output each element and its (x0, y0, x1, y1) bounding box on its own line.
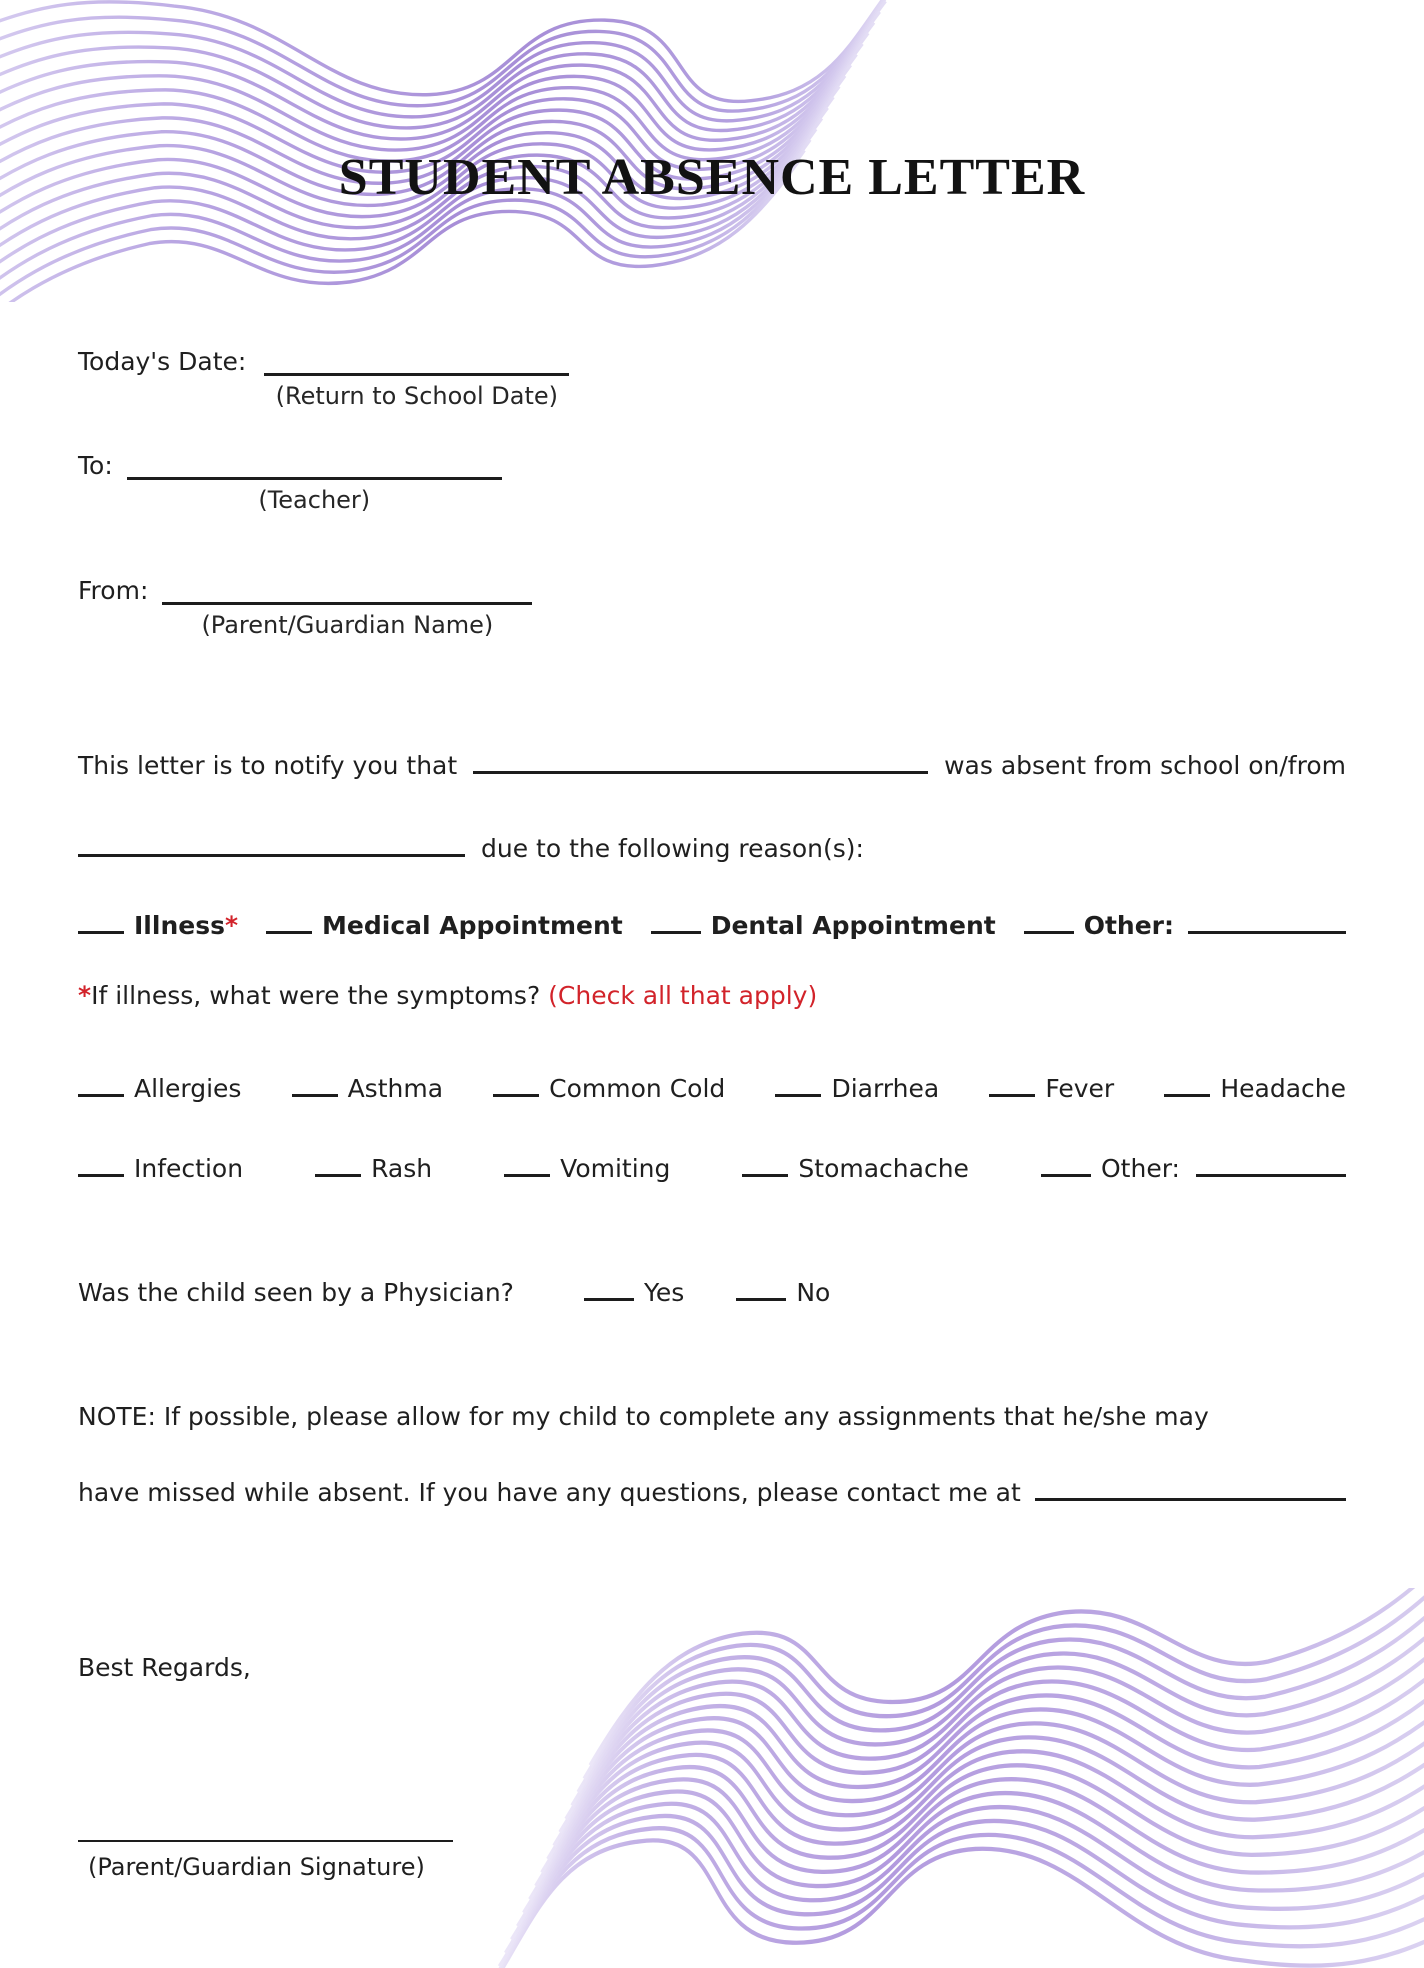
checkbox-line-common-cold[interactable] (493, 1076, 539, 1097)
todays-date-blank[interactable] (264, 345, 569, 376)
physician-row (78, 1276, 1346, 1310)
intro-line-1 (78, 749, 1346, 783)
checkbox-line-yes[interactable] (584, 1280, 634, 1301)
symptom-prompt-question: If illness, what were the symptoms? (91, 981, 549, 1010)
symptom-fever-label: Fever (1045, 1074, 1115, 1103)
checkbox-line-no[interactable] (736, 1280, 786, 1301)
intro-reason-text: due to the following reason(s): (481, 834, 864, 863)
checkbox-line-reason-other[interactable] (1024, 913, 1074, 934)
reason-other-label: Other: (1083, 911, 1174, 940)
regards-text: Best Regards, (78, 1653, 251, 1682)
note-text-1: NOTE: If possible, please allow for my child to complete any assignments that he/she may (78, 1402, 1209, 1431)
field-row-todays-date (78, 345, 1346, 411)
physician-no-label: No (796, 1278, 831, 1307)
checkbox-line-infection[interactable] (78, 1156, 124, 1177)
symptom-stomachache-label: Stomachache (798, 1154, 969, 1183)
checkbox-line-asthma[interactable] (292, 1076, 338, 1097)
absence-date-blank[interactable] (78, 854, 465, 857)
to-label: To: (78, 451, 113, 480)
symptom-prompt-line (78, 979, 1346, 1013)
checkbox-line-symptom-other[interactable] (1041, 1156, 1091, 1177)
checkbox-line-stomachache[interactable] (742, 1156, 788, 1177)
to-caption: (Teacher) (258, 486, 371, 514)
checkbox-line-diarrhea[interactable] (775, 1076, 821, 1097)
symptom-prompt-instruction: (Check all that apply) (548, 981, 818, 1010)
reason-illness-label: Illness (134, 911, 225, 940)
signature-caption: (Parent/Guardian Signature) (88, 1853, 425, 1881)
note-text-2: have missed while absent. If you have any questions, please contact me at (78, 1478, 1021, 1507)
symptom-vomiting-label: Vomiting (560, 1154, 671, 1183)
intro-text-before: This letter is to notify you that (78, 751, 458, 780)
student-name-blank[interactable] (473, 771, 928, 774)
symptom-prompt-asterisk: * (78, 981, 92, 1010)
symptom-rash-label: Rash (371, 1154, 433, 1183)
symptom-common-cold-label: Common Cold (549, 1074, 726, 1103)
physician-yes-label: Yes (643, 1278, 685, 1307)
from-label: From: (78, 576, 149, 605)
physician-question: Was the child seen by a Physician? (78, 1278, 514, 1307)
closing-regards (78, 1651, 1346, 1685)
checkbox-line-illness[interactable] (78, 913, 124, 934)
signature-blank[interactable] (78, 1800, 453, 1842)
intro-line-2 (78, 832, 1346, 866)
wave-decoration-bottom (479, 1588, 1424, 1968)
symptoms-row-2 (78, 1152, 1346, 1186)
symptom-other-label: Other: (1101, 1154, 1180, 1183)
illness-asterisk: * (224, 911, 239, 940)
note-line-1 (78, 1400, 1346, 1434)
to-blank[interactable] (127, 449, 502, 480)
note-line-2 (78, 1476, 1346, 1510)
checkbox-line-vomiting[interactable] (504, 1156, 550, 1177)
checkbox-line-rash[interactable] (315, 1156, 361, 1177)
checkbox-line-fever[interactable] (989, 1076, 1035, 1097)
page-title: STUDENT ABSENCE LETTER (338, 149, 1086, 206)
todays-date-label: Today's Date: (78, 347, 247, 376)
todays-date-caption: (Return to School Date) (275, 382, 559, 410)
checkbox-line-medical[interactable] (266, 913, 312, 934)
intro-text-after: was absent from school on/from (944, 751, 1346, 780)
field-row-to (78, 449, 1346, 515)
symptom-other-blank[interactable] (1196, 1174, 1346, 1177)
symptom-diarrhea-label: Diarrhea (831, 1074, 940, 1103)
checkbox-line-headache[interactable] (1164, 1076, 1210, 1097)
reason-other-blank[interactable] (1188, 931, 1346, 934)
symptom-asthma-label: Asthma (347, 1074, 444, 1103)
field-row-from (78, 574, 1346, 640)
reason-dental-label: Dental Appointment (710, 911, 996, 940)
checkbox-line-dental[interactable] (651, 913, 701, 934)
checkbox-line-allergies[interactable] (78, 1076, 124, 1097)
symptom-allergies-label: Allergies (134, 1074, 242, 1103)
reason-medical-label: Medical Appointment (322, 911, 623, 940)
symptom-headache-label: Headache (1220, 1074, 1346, 1103)
from-caption: (Parent/Guardian Name) (201, 611, 494, 639)
reasons-row (78, 909, 1346, 943)
symptoms-row-1 (78, 1072, 1346, 1106)
signature-block (78, 1800, 1346, 1884)
symptom-infection-label: Infection (134, 1154, 244, 1183)
contact-blank[interactable] (1035, 1498, 1346, 1501)
from-blank[interactable] (162, 574, 532, 605)
